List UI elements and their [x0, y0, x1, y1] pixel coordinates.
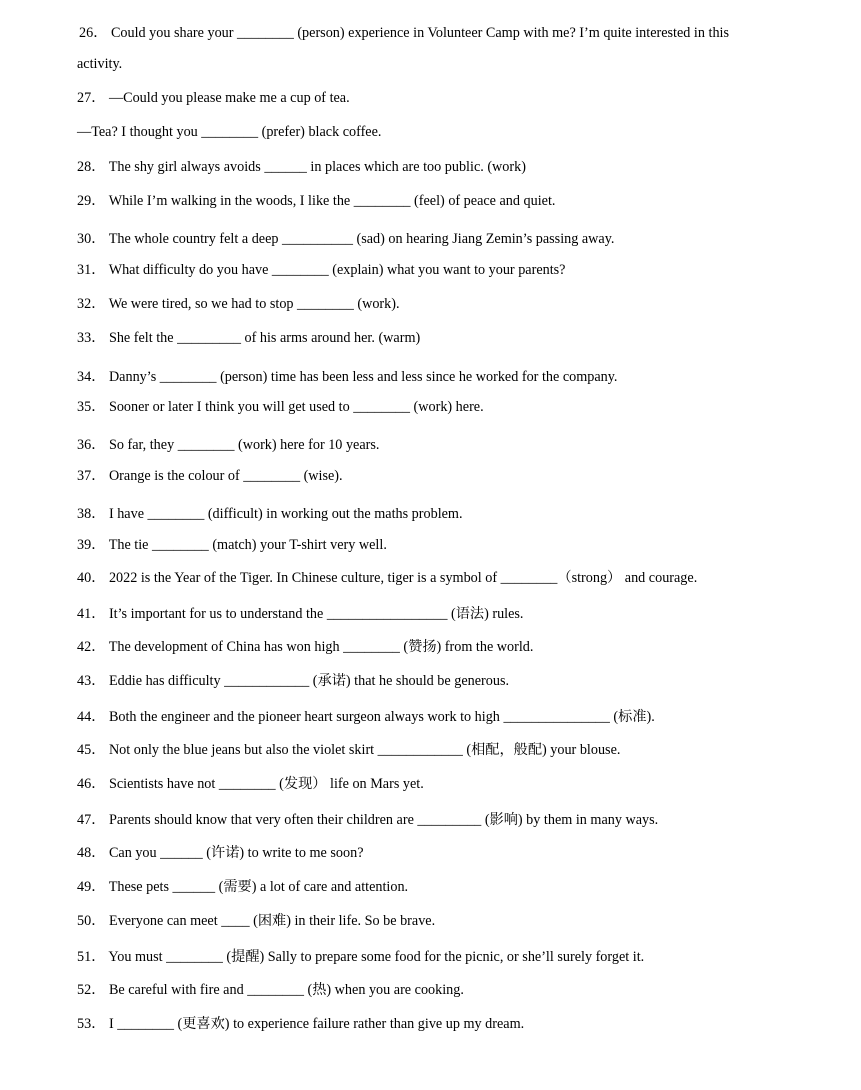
- question-text: Sooner or later I think you will get used to ________ (work) here.: [108, 399, 484, 415]
- question-number: 34．: [77, 369, 106, 385]
- question-number: 44．: [77, 709, 106, 725]
- question-number: 29．: [77, 193, 106, 209]
- question-text: Can you ______ (许诺) to write to me soon?: [108, 845, 364, 861]
- question-32: [77, 295, 861, 313]
- question-number: 53．: [77, 1016, 106, 1032]
- question-48: [77, 844, 861, 862]
- question-text: What difficulty do you have ________ (explain) what you want to your parents?: [108, 262, 566, 278]
- question-27-reply: [77, 123, 861, 141]
- question-text: The whole country felt a deep __________ (sad) on hearing Jiang Zemin’s passing away.: [108, 231, 615, 247]
- question-text: Orange is the colour of ________ (wise).: [108, 468, 343, 484]
- question-number: 30．: [77, 231, 106, 247]
- question-text: I have ________ (difficult) in working out the maths problem.: [108, 506, 463, 522]
- question-47: [77, 811, 861, 829]
- question-34: [77, 368, 861, 386]
- question-text: Scientists have not ________ (发现） life on Mars yet.: [108, 776, 424, 792]
- question-number: 31．: [77, 262, 106, 278]
- question-50: [77, 912, 861, 930]
- question-text: You must ________ (提醒) Sally to prepare some food for the picnic, or she’ll surely forget it.: [108, 949, 645, 965]
- question-53: [77, 1015, 861, 1033]
- question-number: 41．: [77, 606, 106, 622]
- question-number: 49．: [77, 879, 106, 895]
- question-38: [77, 505, 861, 523]
- question-number: 42．: [77, 639, 106, 655]
- question-text: While I’m walking in the woods, I like the ________ (feel) of peace and quiet.: [108, 193, 556, 209]
- question-number: 43．: [77, 673, 106, 689]
- question-number: 51．: [77, 949, 106, 965]
- question-35: [77, 398, 861, 416]
- question-28: [77, 158, 861, 176]
- question-number: 48．: [77, 845, 106, 861]
- question-number: 37．: [77, 468, 106, 484]
- question-number: 50．: [77, 913, 106, 929]
- question-26: [79, 24, 861, 42]
- question-number: 52．: [77, 982, 106, 998]
- question-number: 39．: [77, 537, 106, 553]
- question-text: 2022 is the Year of the Tiger. In Chinese culture, tiger is a symbol of ________（strong） and courage.: [108, 570, 698, 586]
- question-text: Danny’s ________ (person) time has been less and less since he worked for the company.: [108, 369, 618, 385]
- question-51: [77, 948, 861, 966]
- question-29: [77, 192, 861, 210]
- question-text: activity.: [77, 56, 123, 72]
- question-text: The shy girl always avoids ______ in places which are too public. (work): [108, 159, 526, 175]
- question-27: [77, 89, 861, 107]
- question-number: 35．: [77, 399, 106, 415]
- question-text: Both the engineer and the pioneer heart surgeon always work to high _______________ (标准).: [108, 709, 655, 725]
- question-text: The development of China has won high ________ (赞扬) from the world.: [108, 639, 534, 655]
- question-number: 47．: [77, 812, 106, 828]
- question-text: Parents should know that very often their children are _________ (影响) by them in many ways.: [108, 812, 659, 828]
- question-text: She felt the _________ of his arms around her. (warm): [108, 330, 421, 346]
- question-text: I ________ (更喜欢) to experience failure rather than give up my dream.: [108, 1016, 525, 1032]
- question-text: —Tea? I thought you ________ (prefer) black coffee.: [77, 124, 382, 140]
- question-number: 45．: [77, 742, 106, 758]
- question-31: [77, 261, 861, 279]
- question-45: [77, 741, 861, 759]
- question-number: 26．: [79, 25, 108, 41]
- question-text: These pets ______ (需要) a lot of care and attention.: [108, 879, 409, 895]
- question-text: Not only the blue jeans but also the violet skirt ____________ (相配，般配) your blouse.: [108, 742, 621, 758]
- question-number: 46．: [77, 776, 106, 792]
- question-43: [77, 672, 861, 690]
- question-46: [77, 775, 861, 793]
- question-text: Everyone can meet ____ (困难) in their life. So be brave.: [108, 913, 436, 929]
- question-52: [77, 981, 861, 999]
- question-number: 40．: [77, 570, 106, 586]
- question-text: So far, they ________ (work) here for 10 years.: [108, 437, 380, 453]
- question-40: [77, 569, 861, 587]
- question-44: [77, 708, 861, 726]
- question-33: [77, 329, 861, 347]
- question-39: [77, 536, 861, 554]
- question-text: The tie ________ (match) your T-shirt very well.: [108, 537, 387, 553]
- question-41: [77, 605, 861, 623]
- question-number: 33．: [77, 330, 106, 346]
- question-30: [77, 230, 861, 248]
- question-49: [77, 878, 861, 896]
- question-26-continued: [77, 55, 861, 73]
- question-42: [77, 638, 861, 656]
- question-text: We were tired, so we had to stop ________ (work).: [108, 296, 400, 312]
- question-number: 36．: [77, 437, 106, 453]
- question-text: Eddie has difficulty ____________ (承诺) that he should be generous.: [108, 673, 510, 689]
- question-text: Could you share your ________ (person) experience in Volunteer Camp with me? I’m quite interested in this: [110, 25, 730, 41]
- question-text: It’s important for us to understand the _________________ (语法) rules.: [108, 606, 524, 622]
- question-37: [77, 467, 861, 485]
- question-number: 28．: [77, 159, 106, 175]
- question-number: 38．: [77, 506, 106, 522]
- question-text: Be careful with fire and ________ (热) when you are cooking.: [108, 982, 464, 998]
- question-36: [77, 436, 861, 454]
- question-number: 27．: [77, 90, 106, 106]
- question-number: 32．: [77, 296, 106, 312]
- question-text: —Could you please make me a cup of tea.: [108, 90, 350, 106]
